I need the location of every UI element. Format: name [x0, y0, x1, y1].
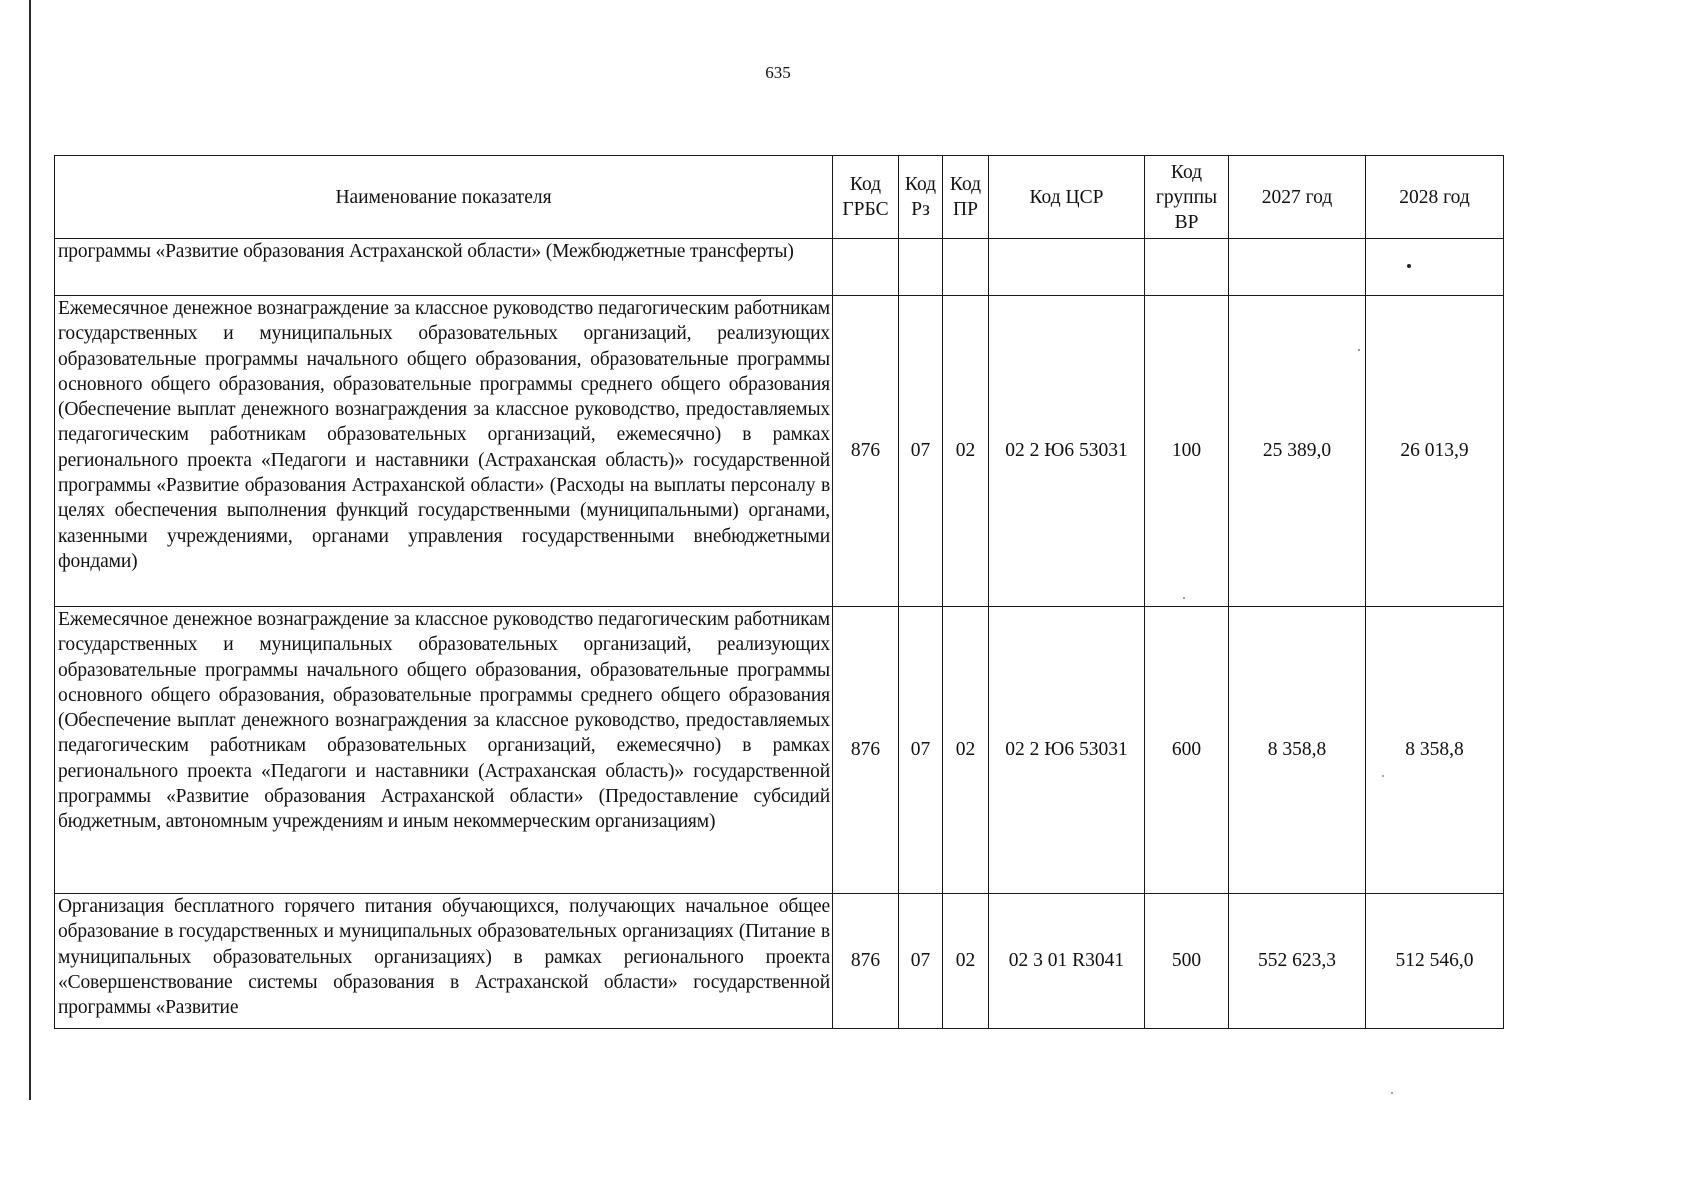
cell-vr: 500 [1145, 894, 1229, 1029]
header-csr: Код ЦСР [989, 156, 1145, 239]
cell-csr: 02 3 01 R3041 [989, 894, 1145, 1029]
table-row [55, 296, 1504, 607]
cell-rz [899, 239, 943, 296]
cell-name: Ежемесячное денежное вознаграждение за классное руководство педагогическим работникам государственных и муниципальных образовательных организаций, реализующих образовательные программы начального общего образования, образовательные программы основного общего образования, образовательные программы среднего общего образования (Обеспечение выплат денежного вознаграждения за классное руководство, предоставляемых педагогическим работникам образовательных организаций, ежемесячно) в рамках регионального проекта «Педагоги и наставники (Астраханская область)» государственной программы «Развитие образования Астраханской области» (Расходы на выплаты персоналу в целях обеспечения выполнения функций государственными (муниципальными) органами, казенными учреждениями, органами управления государственными внебюджетными фондами) [55, 296, 833, 607]
cell-2028 [1366, 239, 1504, 296]
cell-vr: 100 [1145, 296, 1229, 607]
scan-speck [1183, 597, 1185, 599]
cell-2028: 26 013,9 [1366, 296, 1504, 607]
scan-speck [1382, 775, 1384, 777]
cell-name: Организация бесплатного горячего питания обучающихся, получающих начальное общее образование в государственных и муниципальных образовательных организациях (Питание в муниципальных образовательных организациях) в рамках регионального проекта «Совершенствование системы образования в Астраханской области» государственной программы «Развитие [55, 894, 833, 1029]
cell-csr: 02 2 Ю6 53031 [989, 607, 1145, 894]
cell-2027 [1229, 239, 1366, 296]
header-vr: Код группы ВР [1145, 156, 1229, 239]
header-2027: 2027 год [1229, 156, 1366, 239]
header-grbs: Код ГРБС [833, 156, 899, 239]
cell-2027: 552 623,3 [1229, 894, 1366, 1029]
cell-rz: 07 [899, 607, 943, 894]
scan-speck [1391, 1092, 1393, 1094]
table-row [55, 894, 1504, 1029]
cell-grbs: 876 [833, 894, 899, 1029]
cell-vr: 600 [1145, 607, 1229, 894]
cell-2027: 8 358,8 [1229, 607, 1366, 894]
table-row [55, 239, 1504, 296]
header-name: Наименование показателя [55, 156, 833, 239]
cell-csr [989, 239, 1145, 296]
budget-table [54, 155, 1504, 1029]
header-rz: Код Рз [899, 156, 943, 239]
cell-2027: 25 389,0 [1229, 296, 1366, 607]
cell-csr: 02 2 Ю6 53031 [989, 296, 1145, 607]
header-pr: Код ПР [943, 156, 989, 239]
cell-pr: 02 [943, 296, 989, 607]
table-header-row [55, 156, 1504, 239]
cell-grbs: 876 [833, 607, 899, 894]
scan-speck [1358, 349, 1360, 351]
page-number: 635 [765, 63, 791, 82]
cell-pr: 02 [943, 607, 989, 894]
cell-vr [1145, 239, 1229, 296]
cell-grbs: 876 [833, 296, 899, 607]
cell-name: программы «Развитие образования Астраханской области» (Межбюджетные трансферты) [55, 239, 833, 296]
cell-2028: 512 546,0 [1366, 894, 1504, 1029]
cell-grbs [833, 239, 899, 296]
cell-pr [943, 239, 989, 296]
cell-name: Ежемесячное денежное вознаграждение за классное руководство педагогическим работникам государственных и муниципальных образовательных организаций, реализующих образовательные программы начального общего образования, образовательные программы основного общего образования, образовательные программы среднего общего образования (Обеспечение выплат денежного вознаграждения за классное руководство, предоставляемых педагогическим работникам образовательных организаций, ежемесячно) в рамках регионального проекта «Педагоги и наставники (Астраханская область)» государственной программы «Развитие образования Астраханской области» (Предоставление субсидий бюджетным, автономным учреждениям и иным некоммерческим организациям) [55, 607, 833, 894]
cell-pr: 02 [943, 894, 989, 1029]
table-row [55, 607, 1504, 894]
header-2028: 2028 год [1366, 156, 1504, 239]
scan-binding-edge [29, 0, 31, 1100]
scan-speck [1407, 264, 1411, 268]
cell-2028: 8 358,8 [1366, 607, 1504, 894]
cell-rz: 07 [899, 894, 943, 1029]
cell-rz: 07 [899, 296, 943, 607]
